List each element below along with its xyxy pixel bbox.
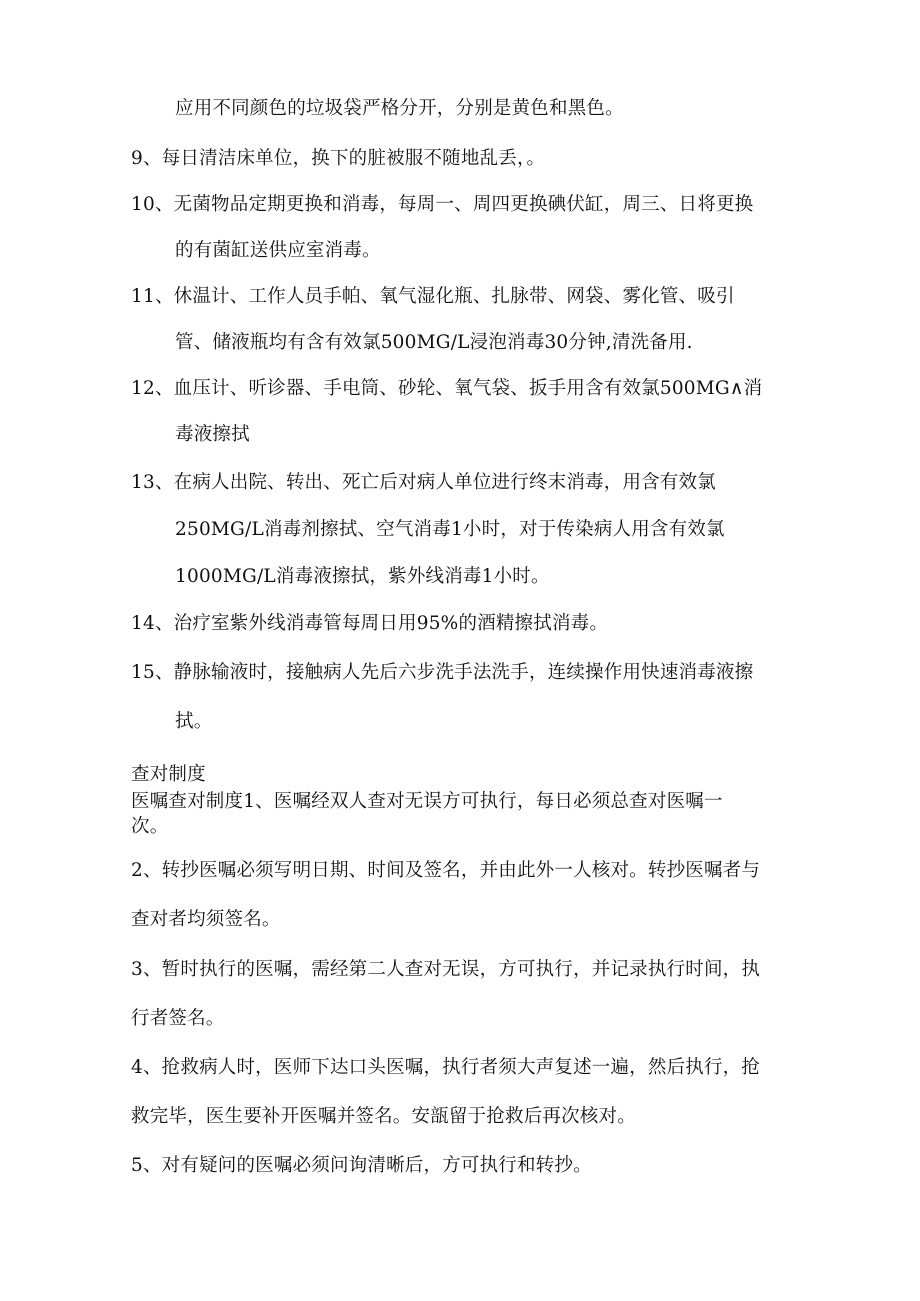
rule-2-line-1: 2、转抄医嘱必须写明日期、时间及签名，并由此外一人核对。转抄医嘱者与 xyxy=(131,860,761,881)
item-12-line-1: 12、血压计、听诊器、手电筒、砂轮、氧气袋、扳手用含有效氯500MG∧消 xyxy=(131,378,763,399)
section-intro-line-1: 医嘱查对制度1、医嘱经双人查对无误方可执行，每日必须总查对医嘱一 xyxy=(131,791,723,812)
section-intro-line-2: 次。 xyxy=(131,816,169,837)
item-13-line-1: 13、在病人出院、转出、死亡后对病人单位进行终末消毒，用含有效氯 xyxy=(131,472,716,493)
item-9: 9、每日清洁床单位，换下的脏被服不随地乱丢，。 xyxy=(131,148,546,169)
rule-4-line-2: 救完毕，医生要补开医嘱并签名。安瓿留于抢救后再次核对。 xyxy=(131,1106,636,1127)
item-8-continuation: 应用不同颜色的垃圾袋严格分开，分别是黄色和黑色。 xyxy=(175,98,624,119)
section-title: 查对制度 xyxy=(131,764,206,785)
item-12-line-2: 毒液擦拭 xyxy=(175,424,250,445)
rule-5: 5、对有疑问的医嘱必须问询清晰后，方可执行和转抄。 xyxy=(131,1155,592,1176)
rule-2-line-2: 查对者均须签名。 xyxy=(131,909,281,930)
rule-3-line-1: 3、暂时执行的医嘱，需经第二人查对无误，方可执行，并记录执行时间，执 xyxy=(131,959,761,980)
item-11-line-2: 管、储液瓶均有含有效氯500MG/L浸泡消毒30分钟,清洗备用. xyxy=(175,332,693,353)
item-11-line-1: 11、休温计、工作人员手帕、氧气湿化瓶、扎脉带、网袋、雾化管、吸引 xyxy=(131,286,735,307)
item-15-line-2: 拭。 xyxy=(175,711,213,732)
item-10-line-2: 的有菌缸送供应室消毒。 xyxy=(175,240,381,261)
item-13-line-2: 250MG/L消毒剂擦拭、空气消毒1小时，对于传染病人用含有效氯 xyxy=(175,519,725,540)
item-15-line-1: 15、静脉输液时，接触病人先后六步洗手法洗手，连续操作用快速消毒液擦 xyxy=(131,662,754,683)
item-13-line-3: 1000MG/L消毒液擦拭，紫外线消毒1小时。 xyxy=(175,566,550,587)
item-14: 14、治疗室紫外线消毒管每周日用95%的酒精擦拭消毒。 xyxy=(131,613,609,634)
rule-4-line-1: 4、抢救病人时，医师下达口头医嘱，执行者须大声复述一遍，然后执行，抢 xyxy=(131,1057,761,1078)
item-10-line-1: 10、无菌物品定期更换和消毒，每周一、周四更换碘伏缸，周三、日将更换 xyxy=(131,194,754,215)
rule-3-line-2: 行者签名。 xyxy=(131,1008,225,1029)
